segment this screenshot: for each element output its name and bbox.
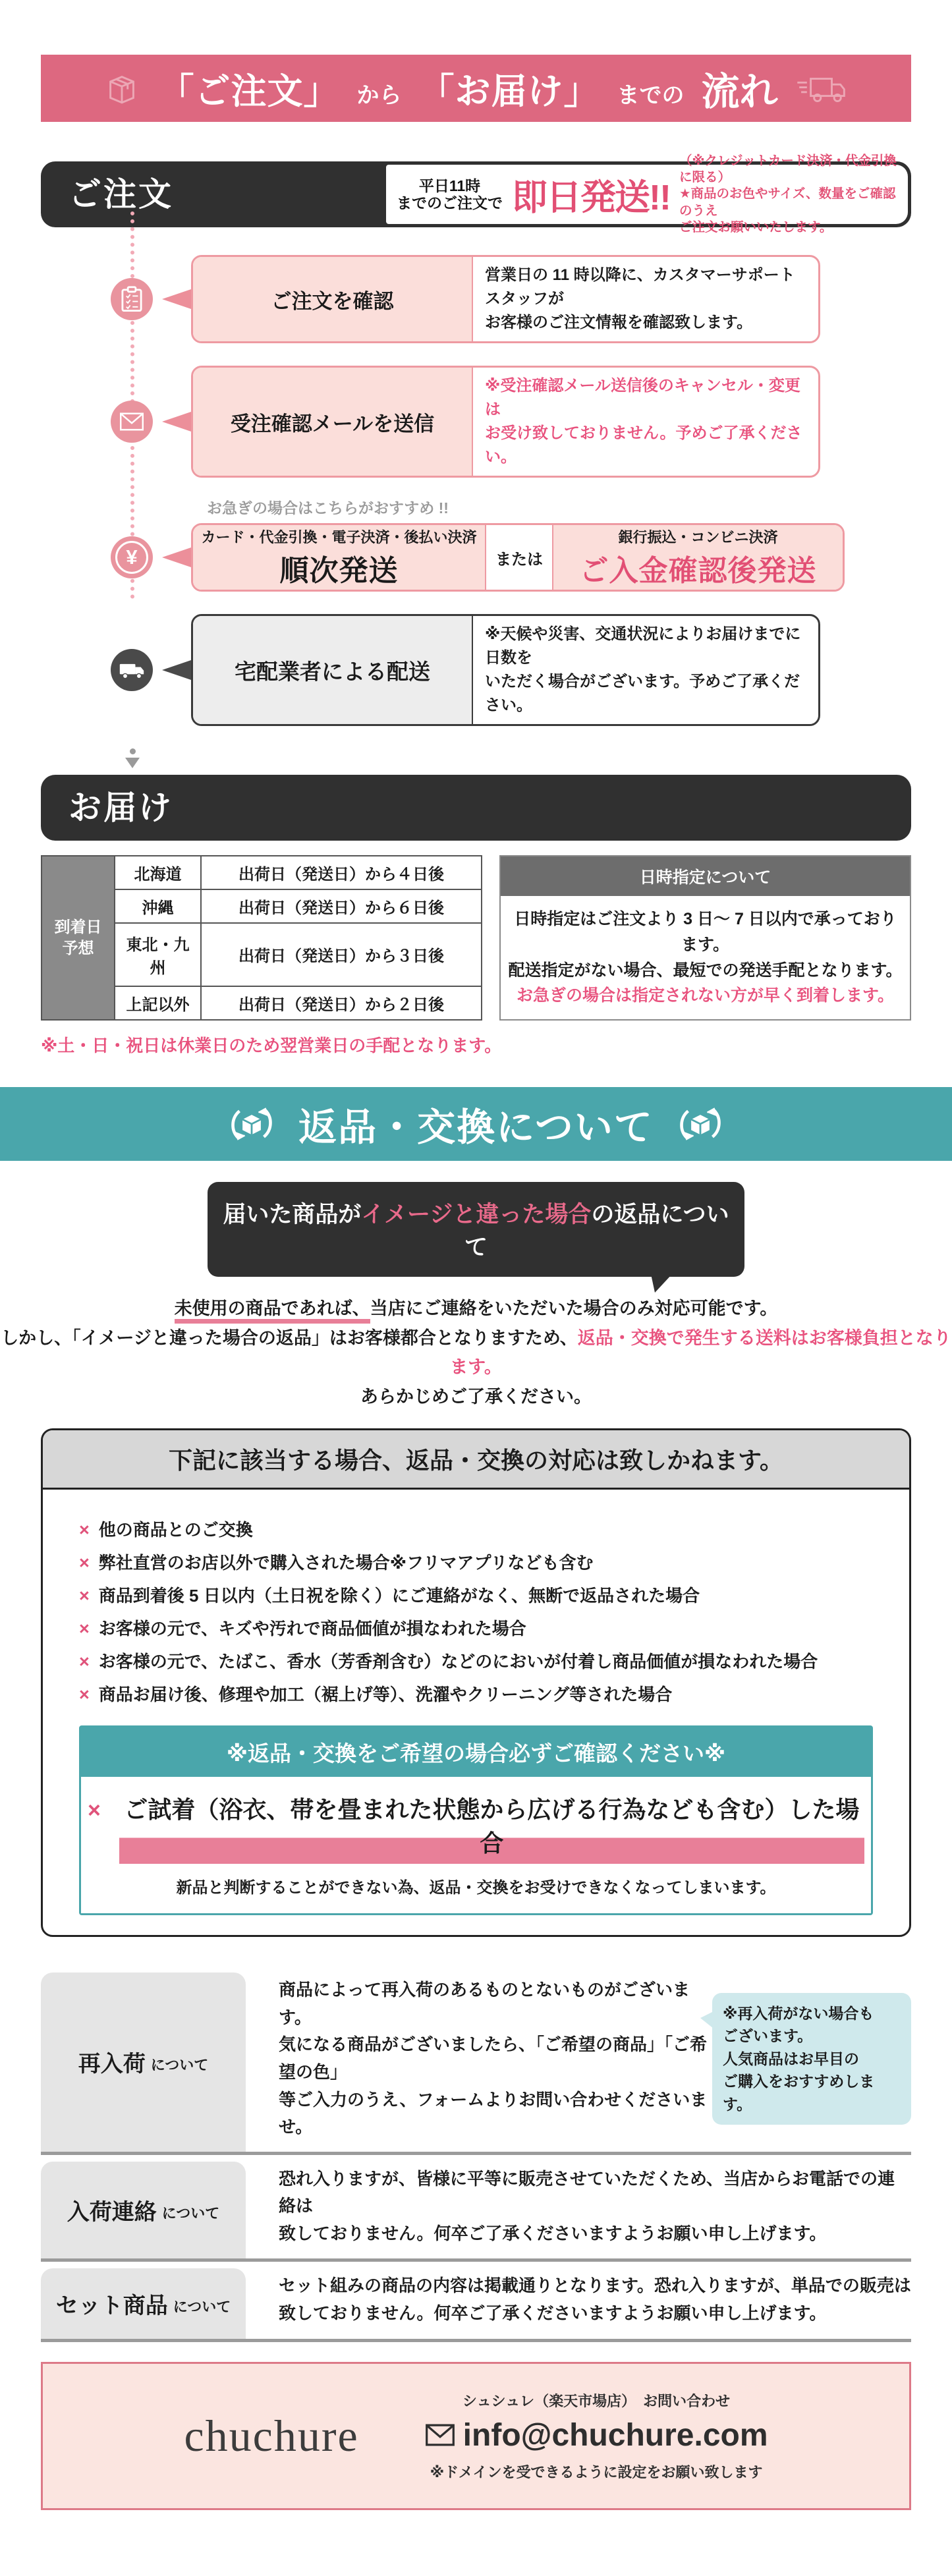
eta-cell: 出荷日（発送日）から６日後 bbox=[201, 889, 482, 923]
confirm-note: 新品と判断することができない為、返品・交換をお受けできなくなってしまいます。 bbox=[176, 1879, 776, 1897]
same-day-shipping-panel bbox=[386, 153, 908, 235]
rush-recommend-note: お急ぎの場合はこちらがおすすめ !! bbox=[207, 499, 449, 517]
express-note bbox=[679, 153, 897, 237]
datetime-line1: 日時指定はご注文より 3 日〜 7 日以内で承っております。 bbox=[514, 910, 897, 954]
refuse-list-item bbox=[79, 1615, 873, 1640]
step-box-mail bbox=[191, 366, 820, 478]
pointer-arrow bbox=[162, 412, 191, 432]
pointer-arrow bbox=[162, 660, 191, 680]
step-desc-line2: いただく場合がございます。予めご了承ください。 bbox=[485, 673, 800, 714]
contact-block bbox=[425, 2390, 768, 2482]
returns-para-text: 当店にご連絡をいただいた場合のみ対応可能です。 bbox=[370, 1299, 778, 1318]
refuse-item-text: お客様の元で、キズや汚れで商品価値が損なわれた場合 bbox=[98, 1619, 526, 1639]
pointer-arrow bbox=[162, 289, 191, 309]
info-text-line: 致しておりません。何卒ご了承くださいますようお願い申し上げます。 bbox=[279, 2223, 827, 2243]
info-text-line: 致しておりません。何卒ご了承くださいますようお願い申し上げます。 bbox=[279, 2303, 827, 2324]
package-box-icon bbox=[103, 69, 141, 107]
express-note-line1: （※クレジットカード決済・代金引換に限る） bbox=[679, 153, 897, 184]
unused-product-underline: 未使用の商品であれば、 bbox=[175, 1299, 370, 1324]
datetime-box-body bbox=[501, 896, 910, 1019]
order-section-bar bbox=[41, 153, 911, 235]
returns-para-line2 bbox=[0, 1324, 952, 1382]
confirm-box-body bbox=[81, 1777, 871, 1913]
holiday-note: ※土・日・祝日は休業日のため翌営業日の手配となります。 bbox=[41, 1036, 502, 1055]
shop-info-page bbox=[0, 55, 952, 2510]
refuse-list-item bbox=[79, 1582, 873, 1607]
bank-methods-label: 銀行振込・コンビニ決済 bbox=[618, 528, 778, 546]
step-desc-line1: 営業日の 11 時以降に、カスタマーサポートスタッフが bbox=[485, 266, 795, 308]
restock-text bbox=[246, 1966, 712, 2152]
x-mark-icon: × bbox=[79, 1619, 90, 1639]
shipping-cost-warning: 返品・交換で発生する送料はお客様負担となります。 bbox=[450, 1328, 951, 1378]
express-lead-line2: までのご注文で bbox=[397, 194, 503, 211]
flow-down-arrow bbox=[124, 748, 141, 768]
bubble-line: 人気商品はお早目の bbox=[723, 2050, 859, 2067]
datetime-line3: お急ぎの場合は指定されない方が早く到着します。 bbox=[516, 986, 894, 1005]
arrival-head-line1: 到着日 bbox=[54, 918, 102, 937]
or-label: または bbox=[485, 525, 553, 590]
step-label: 宅配業者による配送 bbox=[193, 616, 473, 724]
info-text-line: 商品によって再入荷のあるものとないものがございます。 bbox=[279, 1980, 690, 2027]
eta-cell: 出荷日（発送日）から３日後 bbox=[201, 923, 482, 986]
flow-title-part: 「お届け」 bbox=[418, 71, 600, 111]
step-desc-line1: ※天候や災害、交通状況によりお届けまでに日数を bbox=[485, 625, 801, 667]
bubble-tail bbox=[700, 2011, 714, 2029]
box-refresh-icon bbox=[227, 1100, 276, 1148]
region-cell: 上記以外 bbox=[115, 986, 201, 1020]
x-mark-icon: × bbox=[79, 1652, 90, 1672]
step-label: ご注文を確認 bbox=[193, 257, 473, 341]
step-desc-line1: ※受注確認メール送信後のキャンセル・変更は bbox=[485, 377, 800, 418]
payment-options-box bbox=[191, 523, 845, 592]
step-description bbox=[473, 616, 818, 724]
order-flow-steps bbox=[41, 227, 911, 768]
step-desc-line2: お受け致しておりません。予めご了承ください。 bbox=[485, 424, 802, 466]
refuse-box-title: 下記に該当する場合、返品・交換の対応は致しかねます。 bbox=[43, 1430, 909, 1490]
express-lead-text bbox=[397, 177, 503, 212]
set-product-text bbox=[246, 2262, 911, 2339]
mail-icon bbox=[111, 401, 153, 443]
domain-note: ※ドメインを受できるように設定をお願い致します bbox=[430, 2463, 763, 2480]
returns-section-banner bbox=[0, 1087, 952, 1161]
clipboard-icon bbox=[111, 278, 153, 320]
set-product-label bbox=[41, 2268, 246, 2339]
shop-footer bbox=[41, 2362, 911, 2510]
table-row bbox=[42, 856, 482, 889]
refuse-conditions-box bbox=[41, 1428, 911, 1937]
yen-coin-icon bbox=[111, 536, 153, 578]
delivery-info-row bbox=[41, 855, 911, 1021]
info-label-sub: について bbox=[161, 2204, 220, 2222]
payment-bank-cell bbox=[553, 525, 843, 590]
step-courier-delivery bbox=[41, 614, 911, 726]
arrival-head-line2: 予想 bbox=[62, 939, 94, 957]
refuse-item-text: 弊社直営のお店以外で購入された場合※フリマアプリなども含む bbox=[98, 1553, 594, 1573]
arrival-table-header bbox=[42, 856, 115, 1020]
arrival-contact-text bbox=[246, 2155, 911, 2258]
shop-logo: chuchure bbox=[184, 2410, 359, 2461]
step-payment bbox=[41, 523, 911, 592]
delivery-truck-icon bbox=[795, 69, 849, 107]
flow-title-part: までの bbox=[617, 82, 685, 108]
x-mark-icon: × bbox=[79, 1586, 90, 1606]
flow-dot bbox=[130, 748, 136, 754]
set-product-section bbox=[41, 2262, 911, 2342]
region-cell: 東北・九州 bbox=[115, 923, 201, 986]
returns-policy-paragraph bbox=[0, 1294, 952, 1411]
flow-title-part: 流れ bbox=[701, 70, 778, 113]
step-description bbox=[473, 257, 818, 341]
info-label-main: 入荷連絡 bbox=[67, 2199, 157, 2225]
region-cell: 北海道 bbox=[115, 856, 201, 889]
returns-para-text: しかし、「イメージと違った場合の返品」はお客様都合となりますため、 bbox=[1, 1328, 578, 1348]
x-mark-icon: × bbox=[88, 1798, 101, 1824]
info-text-line: 気になる商品がございましたら、「ご希望の商品」「ご希望の色」 bbox=[279, 2034, 708, 2082]
refuse-item-text: 他の商品とのご交換 bbox=[98, 1520, 253, 1540]
contact-email[interactable]: info@chuchure.com bbox=[462, 2417, 768, 2453]
arrival-contact-label bbox=[41, 2162, 246, 2258]
try-on-warning-text: ご試着（浴衣、帯を畳まれた状態から広げる行為なども含む）した場合 bbox=[119, 1791, 864, 1864]
express-lead-line1: 平日11時 bbox=[418, 177, 481, 194]
refuse-list-item bbox=[79, 1648, 873, 1673]
datetime-designation-box bbox=[499, 855, 911, 1021]
returns-para-line1 bbox=[0, 1294, 952, 1324]
returns-banner-title: 返品・交換について bbox=[298, 1106, 654, 1149]
box-refresh-icon bbox=[676, 1100, 725, 1148]
payment-methods-label: カード・代金引換・電子決済・後払い決済 bbox=[201, 528, 477, 546]
envelope-icon bbox=[425, 2423, 455, 2447]
arrival-contact-section bbox=[41, 2155, 911, 2262]
delivery-section-title: お届け bbox=[69, 789, 173, 826]
refuse-list-item bbox=[79, 1517, 873, 1541]
bubble-text: の返品について bbox=[464, 1202, 729, 1260]
arrival-estimate-table bbox=[41, 855, 482, 1021]
order-section-title: ご注文 bbox=[69, 176, 173, 213]
refuse-box-body bbox=[43, 1490, 909, 1935]
bubble-line: ご購入をおすすめします。 bbox=[723, 2073, 875, 2113]
ship-in-order-label: 順次発送 bbox=[279, 554, 399, 587]
shop-info-sections bbox=[41, 1966, 911, 2341]
restock-section bbox=[41, 1966, 911, 2155]
datetime-line2: 配送指定がない場合、最短での発送手配となります。 bbox=[508, 961, 903, 980]
express-note-line2: ★商品のお色やサイズ、数量をご確認のうえ bbox=[679, 186, 896, 218]
bubble-highlight-text: イメージと違った場合 bbox=[361, 1202, 592, 1227]
x-mark-icon: × bbox=[79, 1685, 90, 1705]
down-triangle-icon bbox=[125, 758, 140, 768]
refuse-item-text: 商品到着後 5 日以内（土日祝を除く）にご連絡がなく、無断で返品された場合 bbox=[98, 1586, 700, 1606]
bubble-text: 届いた商品が bbox=[223, 1202, 362, 1227]
returns-case-bubble bbox=[208, 1182, 744, 1277]
try-on-warning-item bbox=[88, 1791, 864, 1864]
info-label-main: 再入荷 bbox=[78, 2052, 146, 2077]
delivery-section-bar bbox=[41, 775, 911, 841]
step-box-confirm bbox=[191, 255, 820, 343]
step-label: 受注確認メールを送信 bbox=[193, 368, 473, 476]
eta-cell: 出荷日（発送日）から４日後 bbox=[201, 856, 482, 889]
step-confirmation-mail bbox=[41, 366, 911, 478]
x-mark-icon: × bbox=[79, 1520, 90, 1540]
flow-title-banner bbox=[41, 55, 911, 122]
same-day-shipping-text: 即日発送!! bbox=[512, 177, 670, 217]
info-text-line: 恐れ入りますが、皆様に平等に販売させていただくため、当店からお電話での連絡は bbox=[279, 2168, 895, 2216]
bubble-tail bbox=[651, 1274, 672, 1293]
express-note-line3: ご注文お願いいたします。 bbox=[679, 220, 833, 235]
step-box-delivery bbox=[191, 614, 820, 726]
info-label-sub: について bbox=[150, 2057, 209, 2074]
eta-cell: 出荷日（発送日）から２日後 bbox=[201, 986, 482, 1020]
contact-label: シュシュレ（楽天市場店） お問い合わせ bbox=[462, 2392, 731, 2409]
ship-after-payment-label: ご入金確認後発送 bbox=[579, 554, 817, 587]
pointer-arrow bbox=[162, 547, 191, 567]
datetime-box-title: 日時指定について bbox=[501, 856, 910, 896]
restock-label bbox=[41, 1973, 246, 2152]
region-cell: 沖縄 bbox=[115, 889, 201, 923]
flow-title-part: から bbox=[356, 82, 402, 108]
info-text-line: 等ご入力のうえ、フォームよりお問い合わせくださいませ。 bbox=[279, 2089, 708, 2137]
confirm-box-title: ※返品・交換をご希望の場合必ずご確認ください※ bbox=[81, 1727, 871, 1777]
returns-para-line3: あらかじめご了承ください。 bbox=[360, 1386, 592, 1407]
flow-title-part: 「ご注文」 bbox=[158, 71, 340, 111]
bubble-line: ※再入荷がない場合も bbox=[723, 2004, 874, 2022]
info-label-main: セット商品 bbox=[55, 2293, 168, 2318]
refuse-list-item bbox=[79, 1681, 873, 1706]
restock-tip-bubble bbox=[712, 1993, 911, 2125]
info-label-sub: について bbox=[173, 2298, 231, 2315]
payment-immediate-cell bbox=[193, 525, 485, 590]
info-text-line: セット組みの商品の内容は掲載通りとなります。恐れ入りますが、単品での販売は bbox=[279, 2276, 911, 2296]
yen-symbol: ¥ bbox=[115, 541, 148, 574]
step-desc-line2: お客様のご注文情報を確認致します。 bbox=[485, 314, 753, 331]
bubble-line: ございます。 bbox=[723, 2027, 813, 2045]
truck-icon bbox=[111, 649, 153, 691]
exchange-confirm-box bbox=[79, 1725, 873, 1915]
x-mark-icon: × bbox=[79, 1553, 90, 1573]
refuse-list-item bbox=[79, 1550, 873, 1574]
contact-email-row[interactable] bbox=[425, 2417, 768, 2453]
refuse-item-text: お客様の元で、たばこ、香水（芳香剤含む）などのにおいが付着し商品価値が損なわれた場合 bbox=[98, 1652, 818, 1672]
refuse-item-text: 商品お届け後、修理や加工（裾上げ等）、洗濯やクリーニング等された場合 bbox=[98, 1685, 673, 1705]
step-confirm-order bbox=[41, 255, 911, 343]
step-description bbox=[473, 368, 818, 476]
